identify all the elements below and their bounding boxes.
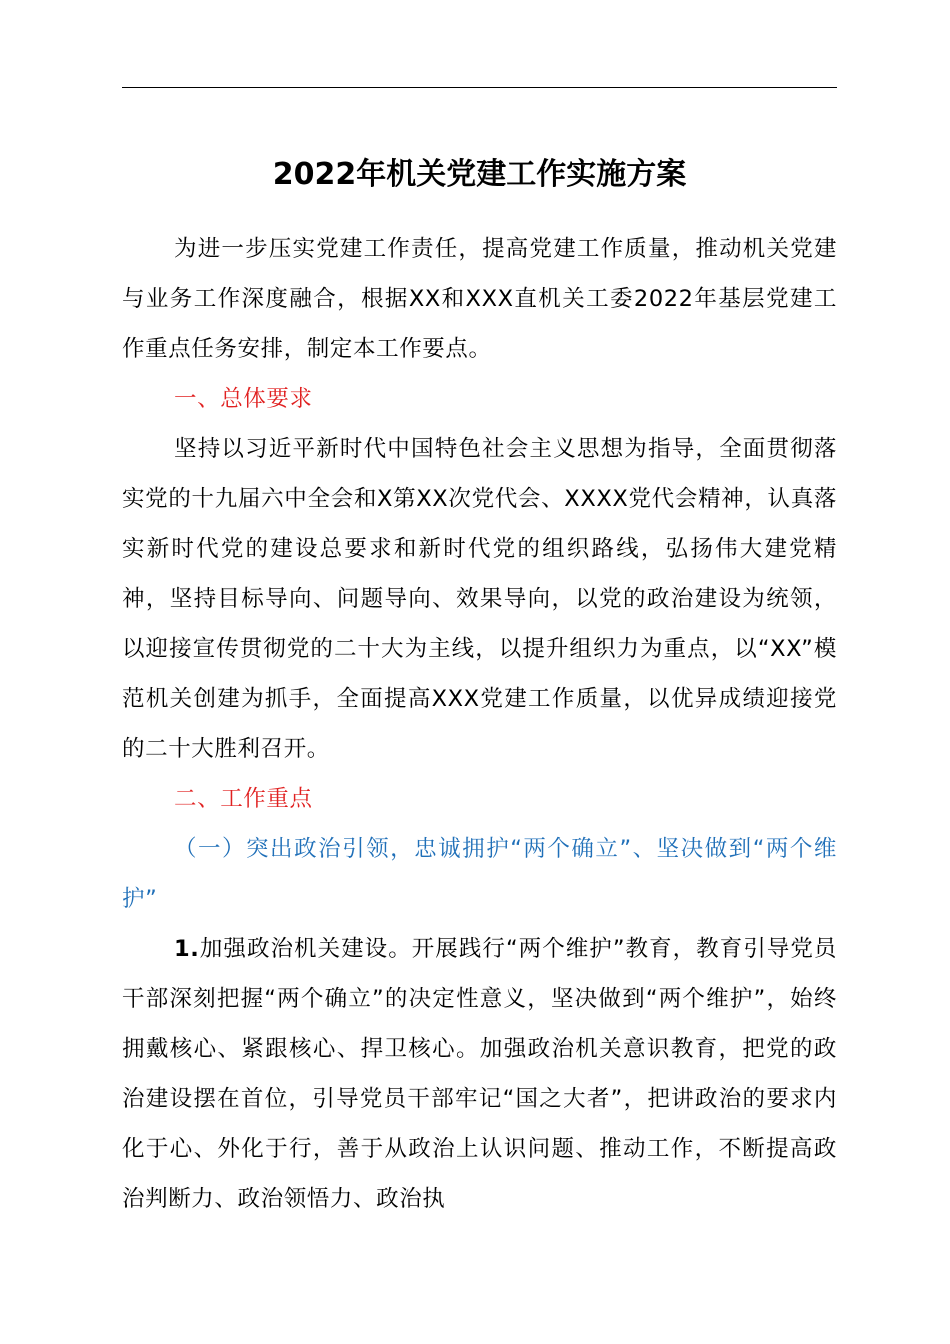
- section-heading-overall-requirements: 一、总体要求: [174, 386, 313, 412]
- document-title: 2022年机关党建工作实施方案: [272, 157, 687, 192]
- intro-paragraph: 为进一步压实党建工作责任，提高党建工作质量，推动机关党建与业务工作深度融合，根据XX和XXX直机关工委2022年基层党建工作重点任务安排，制定本工作要点。: [122, 236, 837, 362]
- header-rule: [122, 87, 837, 88]
- item1-paragraph: [122, 924, 837, 1224]
- section1-paragraph: 坚持以习近平新时代中国特色社会主义思想为指导，全面贯彻落实党的十九届六中全会和X第XX次党代会、XXXX党代会精神，认真落实新时代党的建设总要求和新时代党的组织路线，弘扬伟大建党精神，坚持目标导向、问题导向、效果导向，以党的政治建设为统领，以迎接宣传贯彻党的二十大为主线，以提升组织力为重点，以“XX”模范机关创建为抓手，全面提高XXX党建工作质量，以优异成绩迎接党的二十大胜利召开。: [122, 436, 837, 762]
- item1-number: 1.: [174, 936, 200, 962]
- subsection-heading-political-leadership: （一）突出政治引领，忠诚拥护“两个确立”、坚决做到“两个维护”: [122, 836, 837, 912]
- document-body: [122, 224, 837, 1224]
- section-heading-work-focus: 二、工作重点: [174, 786, 313, 812]
- item1-text: 加强政治机关建设。开展践行“两个维护”教育，教育引导党员干部深刻把握“两个确立”的决定性意义，坚决做到“两个维护”，始终拥戴核心、紧跟核心、捍卫核心。加强政治机关意识教育，把党的政治建设摆在首位，引导党员干部牢记“国之大者”，把讲政治的要求内化于心、外化于行，善于从政治上认识问题、推动工作，不断提高政治判断力、政治领悟力、政治执: [122, 936, 837, 1212]
